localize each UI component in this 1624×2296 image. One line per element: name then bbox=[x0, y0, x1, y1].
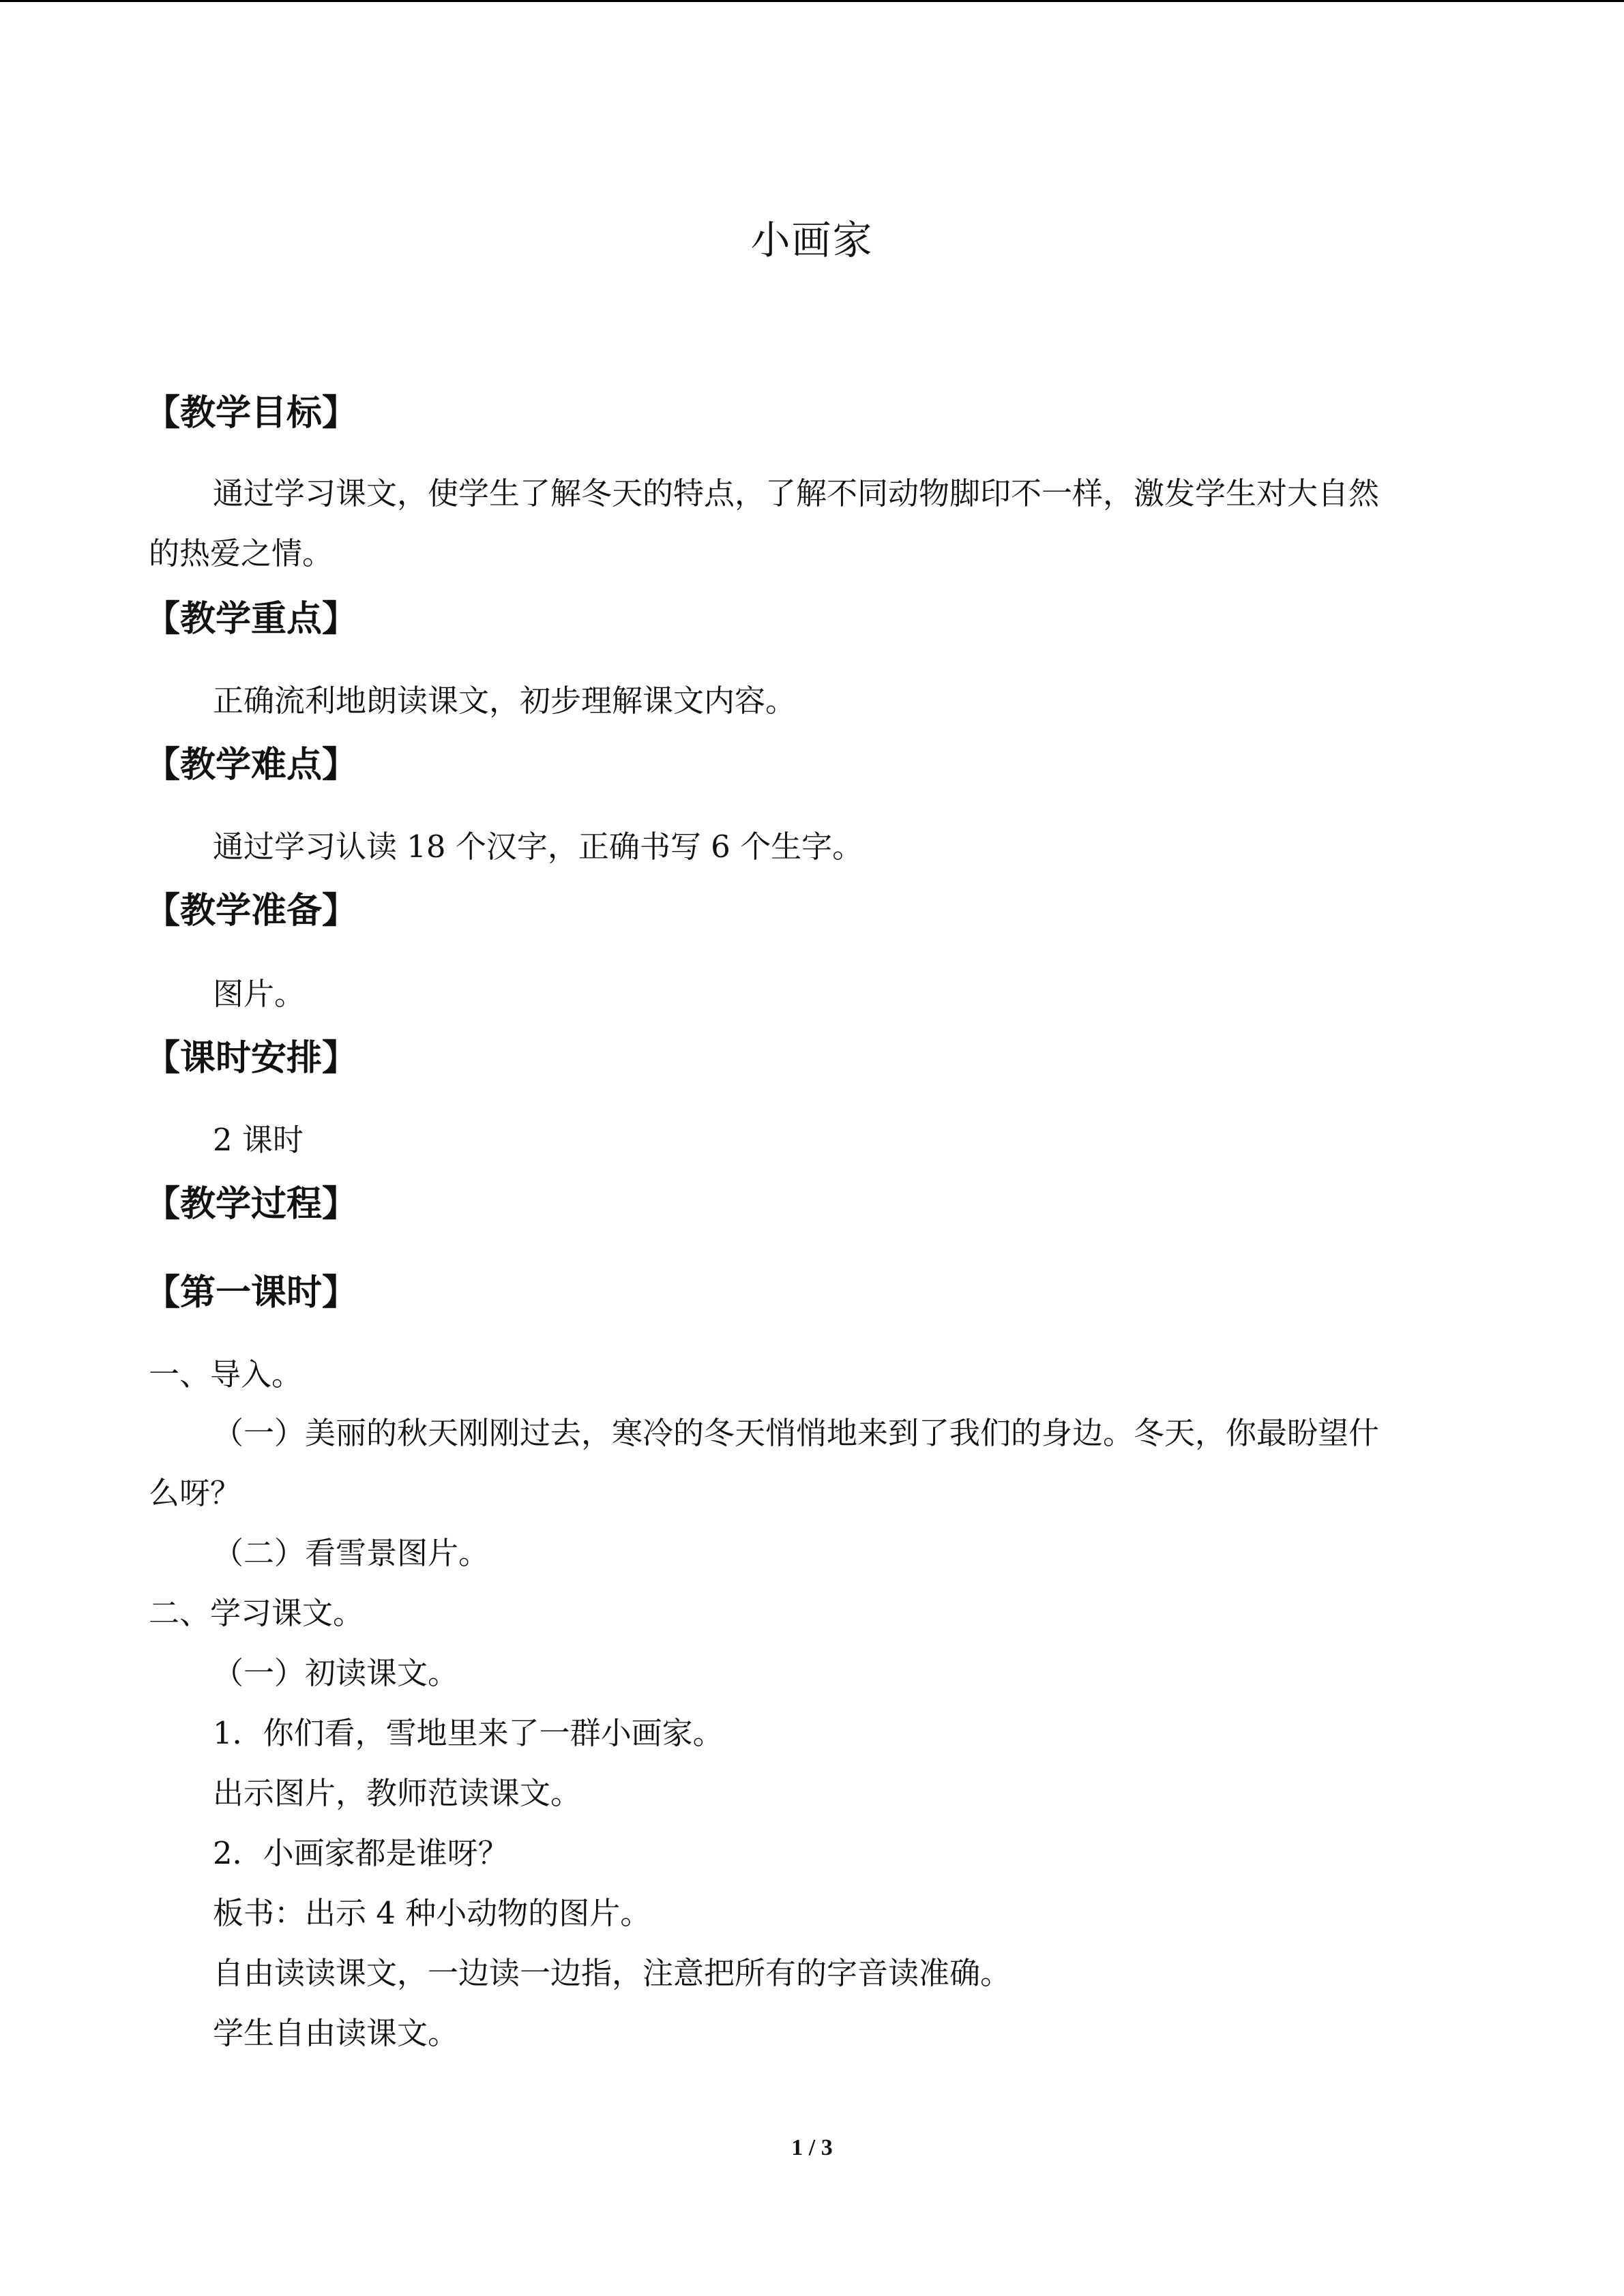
schedule-paragraph: 2 课时 bbox=[213, 1122, 304, 1158]
study-step-2: 2．小画家都是谁呀？ bbox=[213, 1835, 509, 1871]
heading-teaching-focus: 【教学重点】 bbox=[145, 599, 358, 640]
difficulty-paragraph: 通过学习认读 18 个汉字，正确书写 6 个生字。 bbox=[213, 829, 863, 865]
intro-item-2: （二）看雪景图片。 bbox=[213, 1535, 490, 1571]
heading-schedule: 【课时安排】 bbox=[145, 1038, 358, 1079]
process-study-title: 二、学习课文。 bbox=[149, 1595, 364, 1631]
study-item-1: （一）初读课文。 bbox=[213, 1655, 459, 1691]
intro-item-1-line-1: （一）美丽的秋天刚刚过去，寒冷的冬天悄悄地来到了我们的身边。冬天，你最盼望什 bbox=[213, 1415, 1380, 1451]
heading-teaching-goal: 【教学目标】 bbox=[145, 393, 358, 434]
prep-paragraph: 图片。 bbox=[213, 976, 306, 1012]
heading-first-lesson: 【第一课时】 bbox=[145, 1272, 358, 1313]
page-title: 小画家 bbox=[750, 217, 874, 263]
heading-teaching-difficulty: 【教学难点】 bbox=[145, 745, 358, 786]
heading-teaching-prep: 【教学准备】 bbox=[145, 891, 358, 931]
study-step-2-read: 自由读读课文，一边读一边指，注意把所有的字音读准确。 bbox=[213, 1955, 1012, 1991]
top-border-line bbox=[0, 0, 1624, 2]
intro-item-1-line-2: 么呀？ bbox=[149, 1475, 241, 1511]
process-intro-title: 一、导入。 bbox=[149, 1356, 303, 1392]
page-number: 1 / 3 bbox=[791, 2135, 833, 2160]
goal-paragraph-line-1: 通过学习课文，使学生了解冬天的特点，了解不同动物脚印不一样，激发学生对大自然 bbox=[213, 475, 1380, 511]
study-step-1-note: 出示图片，教师范读课文。 bbox=[213, 1775, 582, 1811]
study-step-1: 1．你们看，雪地里来了一群小画家。 bbox=[213, 1715, 724, 1751]
goal-paragraph-line-2: 的热爱之情。 bbox=[149, 535, 334, 571]
heading-teaching-process: 【教学过程】 bbox=[145, 1184, 358, 1225]
focus-paragraph: 正确流利地朗读课文，初步理解课文内容。 bbox=[213, 683, 797, 719]
study-step-2-board: 板书：出示 4 种小动物的图片。 bbox=[213, 1895, 651, 1931]
study-step-2-students: 学生自由读课文。 bbox=[213, 2015, 459, 2051]
